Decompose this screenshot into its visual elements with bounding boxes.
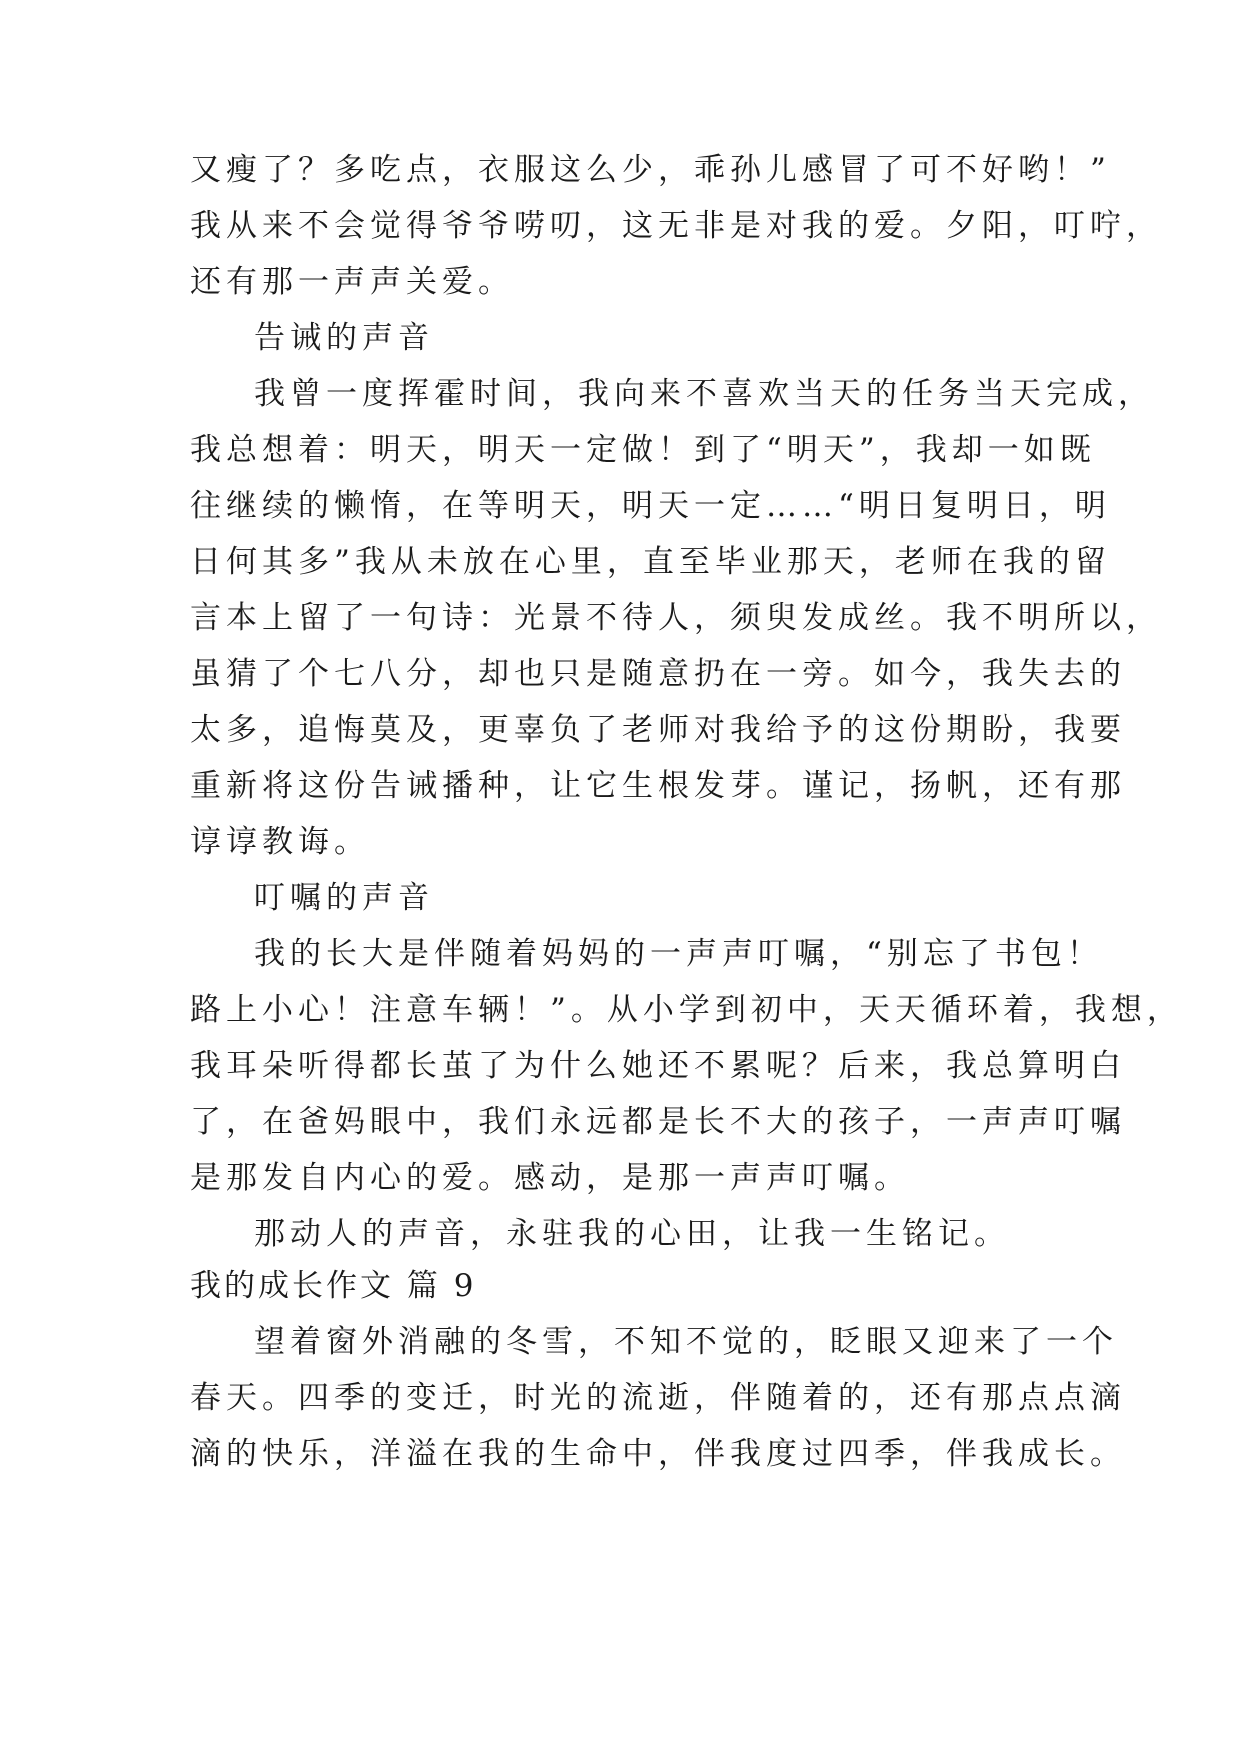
paragraph-line: 我总想着：明天，明天一定做！到了“明天”，我却一如既 xyxy=(190,432,1096,468)
section-heading: 告诫的声音 xyxy=(254,320,434,356)
paragraph-line: 我曾一度挥霍时间，我向来不喜欢当天的任务当天完成， xyxy=(254,376,1154,412)
essay-heading: 我的成长作文 篇 9 xyxy=(190,1268,477,1304)
paragraph-line: 望着窗外消融的冬雪，不知不觉的，眨眼又迎来了一个 xyxy=(254,1324,1118,1360)
paragraph-line: 还有那一声声关爱。 xyxy=(190,264,514,300)
section-heading: 叮嘱的声音 xyxy=(254,880,434,916)
paragraph-line: 我从来不会觉得爷爷唠叨，这无非是对我的爱。夕阳，叮咛， xyxy=(190,208,1162,244)
paragraph-line: 春天。四季的变迁，时光的流逝，伴随着的，还有那点点滴 xyxy=(190,1380,1126,1416)
paragraph-line: 往继续的懒惰，在等明天，明天一定……“明日复明日，明 xyxy=(190,488,1111,524)
paragraph-line: 重新将这份告诫播种，让它生根发芽。谨记，扬帆，还有那 xyxy=(190,768,1126,804)
paragraph-line: 我的长大是伴随着妈妈的一声声叮嘱，“别忘了书包！ xyxy=(254,936,1103,972)
paragraph-line: 是那发自内心的爱。感动，是那一声声叮嘱。 xyxy=(190,1160,910,1196)
paragraph-line: 言本上留了一句诗：光景不待人，须臾发成丝。我不明所以， xyxy=(190,600,1162,636)
paragraph-line: 那动人的声音，永驻我的心田，让我一生铭记。 xyxy=(254,1216,1010,1252)
paragraph-line: 又瘦了？多吃点，衣服这么少，乖孙儿感冒了可不好哟！” xyxy=(190,152,1111,188)
paragraph-line: 谆谆教诲。 xyxy=(190,824,370,860)
paragraph-line: 我耳朵听得都长茧了为什么她还不累呢？后来，我总算明白 xyxy=(190,1048,1126,1084)
paragraph-line: 路上小心！注意车辆！”。从小学到初中，天天循环着，我想， xyxy=(190,992,1183,1028)
paragraph-line: 滴的快乐，洋溢在我的生命中，伴我度过四季，伴我成长。 xyxy=(190,1436,1126,1472)
paragraph-line: 日何其多”我从未放在心里，直至毕业那天，老师在我的留 xyxy=(190,544,1111,580)
paragraph-line: 太多，追悔莫及，更辜负了老师对我给予的这份期盼，我要 xyxy=(190,712,1126,748)
paragraph-line: 虽猜了个七八分，却也只是随意扔在一旁。如今，我失去的 xyxy=(190,656,1126,692)
paragraph-line: 了，在爸妈眼中，我们永远都是长不大的孩子，一声声叮嘱 xyxy=(190,1104,1126,1140)
